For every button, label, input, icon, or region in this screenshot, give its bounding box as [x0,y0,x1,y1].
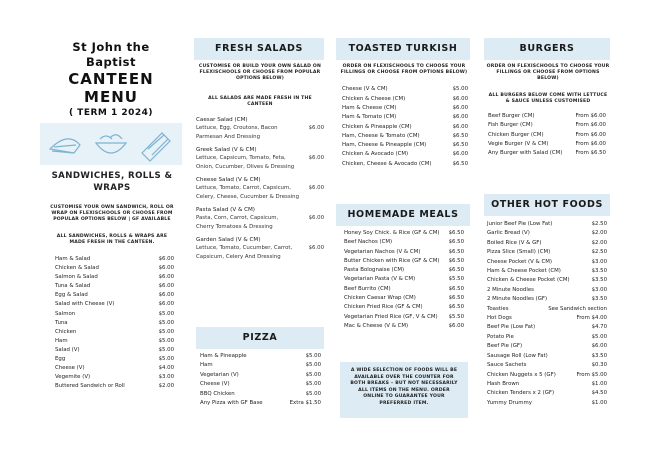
hot-food-item-price: $2.00 [591,239,607,246]
sandwich-heading: SANDWICHES, ROLLS & WRAPS [51,171,173,193]
pizza-item [200,352,321,361]
turkish-list [340,85,468,169]
sandwich-note: CUSTOMISE YOUR OWN SANDWICH, ROLL OR WRAP ON FLEXISCHOOLS OR CHOOSE FROM POPULAR OPTIONS BELOW | GF AVAILABLE [50,205,174,223]
turkish-item [342,132,468,141]
salad-item-desc2: Celery, Cheese, Cucumber & Dressing [196,194,300,201]
turkish-item-price: $6.00 [452,105,468,111]
salads-note: CUSTOMISE OR BUILD YOUR OWN SALAD ON FLEXISCHOOLS OR CHOOSE FROM POPULAR OPTIONS BELOW) [198,64,322,82]
hot-food-item-price: $3.00 [591,286,607,293]
pizza-item [200,399,321,408]
hot-food-item-price: From $4.00 [576,315,607,322]
hot-food-item-price: $1.00 [591,380,607,387]
homemade-list [344,229,464,331]
bowl-icon [96,135,126,153]
burger-item-name: Any Burger with Salad (CM) [488,150,563,157]
hot-food-item [487,380,607,389]
sandwich-item-price: $5.00 [158,310,174,317]
turkish-item-price: $6.00 [452,151,468,158]
salad-item-price: $6.00 [308,245,324,252]
hot-food-item-name: 2 Minute Noodles (GF) [487,296,548,303]
homemade-item-price: $5.50 [448,313,464,320]
homemade-item [344,238,464,247]
turkish-item-price: $6.50 [452,132,468,139]
salad-item-price: $6.00 [308,215,324,222]
salad-item [196,236,324,262]
sandwich-item [55,282,174,291]
homemade-item-name: Pasta Bolognaise (CM) [344,267,405,274]
homemade-item [344,313,464,322]
turkish-item-price: $6.50 [452,142,468,149]
hot-food-item-name: Boiled Rice (V & GF) [487,239,542,246]
hot-food-item-price: $2.50 [591,221,607,227]
hot-food-item [487,361,607,370]
turkish-item-price: $5.00 [452,86,468,93]
turkish-item-name: Chicken, Cheese & Avocado (CM) [342,160,432,167]
hot-food-item-price: $3.00 [591,258,607,265]
hot-food-item [487,399,607,408]
homemade-item [344,303,464,312]
homemade-item-name: Chicken Fried Rice (GF & CM) [344,304,423,311]
salads-section [196,64,324,266]
burger-item-name: Vegie Burger (V & CM) [488,140,549,147]
salad-item-title [196,176,324,184]
sandwich-item-price: $3.00 [158,374,174,381]
hot-food-item-name: Potato Pie [487,333,514,340]
salad-item-name: Garden Salad [196,237,234,244]
hot-food-item-price: $4.50 [591,390,607,397]
sandwich-item [55,364,174,373]
turkish-note: ORDER ON FLEXISCHOOLS TO CHOOSE YOUR FILLINGS OR CHOOSE FROM OPTIONS BELOW) [340,64,468,76]
homemade-item [344,275,464,284]
menu-title-line2: CANTEEN MENU [68,70,154,106]
homemade-heading: HOMEMADE MEALS [336,204,470,226]
hot-food-item-name: Beef Pie (Low Fat) [487,324,536,331]
sandwich-note-fresh: ALL SANDWICHES, ROLLS & WRAPS ARE MADE FRESH IN THE CANTEEN. [56,233,168,245]
hot-food-item-price: $5.00 [591,333,607,340]
sandwich-item [55,328,174,337]
burgers-note-lettuce: ALL BURGERS BELOW COME WITH LETTUCE & SAUCE UNLESS CUSTOMISED [488,92,608,104]
turkish-item-price: $6.00 [452,123,468,130]
turkish-heading: TOASTED TURKISH [336,38,470,60]
turkish-item-name: Ham & Cheese (CM) [342,105,397,111]
homemade-item-price: $6.50 [448,295,464,302]
salad-item-tag: (V & CM) [228,207,255,214]
pizza-item-price: $5.00 [305,381,321,388]
salad-item-desc-line1 [196,244,324,253]
salad-item-name: Cheese Salad [196,177,234,184]
hot-food-item-name: 2 Minute Noodles [487,286,534,293]
homemade-item-price: $6.50 [448,230,464,236]
hot-food-item-price: See Sandwich section [548,305,607,312]
turkish-item-name: Chicken & Cheese (CM) [342,95,406,102]
hot-food-item-price: $2.00 [591,230,607,237]
salad-item-desc-line1 [196,184,324,193]
wrap-icon [142,133,170,161]
salad-item-desc2: Cherry Tomatoes & Dressing [196,224,273,231]
turkish-item [342,160,468,169]
sandwich-item-price: $5.00 [158,328,174,335]
pizza-item-price: $5.00 [305,353,321,359]
hot-food-item-name: Pizza Slice (Small) (CM) [487,249,551,256]
salad-list [196,116,324,262]
sandwich-item-name: Ham & Salad [55,256,91,263]
homemade-item [344,257,464,266]
hot-food-item [487,333,607,342]
hot-food-item-name: Cheese Pocket (V & CM) [487,258,552,265]
homemade-item-name: Vegetarian Pasta (V & CM) [344,276,416,283]
turkish-item [342,150,468,159]
sandwich-item-name: Salad (V) [55,346,80,353]
salad-item-desc1: Pasta, Corn, Carrot, Capsicum, [196,215,279,222]
hot-food-item-name: Hash Brown [487,380,520,387]
burger-item [488,112,606,121]
turkish-item [342,113,468,122]
sandwich-item-name: Ham [55,337,68,344]
hot-food-item-name: Junior Beef Pie (Low Fat) [487,221,553,227]
hot-food-item-name: Hot Dogs [487,315,512,322]
sandwich-item [55,264,174,273]
salad-item-tag: (V & CM) [233,177,261,184]
hot-food-item-price: $1.00 [591,399,607,406]
sandwich-item-name: Vegemite (V) [55,374,91,381]
homemade-item-name: Vegetarian Fried Rice (GF, V & CM) [344,313,438,320]
salad-item [196,206,324,232]
burger-item-name: Beef Burger (CM) [488,113,535,120]
burger-item-price: From $6.00 [575,113,606,120]
sandwich-item [55,337,174,346]
burger-item [488,149,606,158]
burger-item-price: From $6.00 [575,131,606,138]
hot-food-item [487,229,607,238]
sandwich-item-name: Salad with Cheese (V) [55,301,115,308]
hot-food-item-name: Chicken Nuggets x 5 (GF) [487,371,556,378]
salad-item [196,176,324,202]
salad-item-price: $6.00 [308,155,324,162]
sandwich-list [42,255,182,391]
salad-item-title [196,236,324,244]
burger-item [488,131,606,140]
homemade-item [344,294,464,303]
hot-food-item-name: Beef Pie (GF) [487,343,523,350]
turkish-item-name: Ham & Tomato (CM) [342,114,397,121]
sandwich-item-price: $2.00 [158,383,174,390]
hot-food-item [487,371,607,380]
hot-food-item [487,352,607,361]
homemade-item-name: Beef Burrito (CM) [344,285,391,292]
sandwich-item-name: Chicken [55,328,77,335]
salad-item-desc2: Onion, Cucumber, Olives & Dressing [196,164,295,171]
homemade-item-price: $6.50 [448,304,464,311]
sandwich-item [55,319,174,328]
sandwich-item-price: $6.00 [158,265,174,272]
hot-foods-list [487,220,607,408]
pizza-item-name: BBQ Chicken [200,390,235,397]
salad-item-desc1: Lettuce, Egg, Croutons, Bacon [196,125,278,132]
hot-food-item [487,342,607,351]
salad-item-tag: (V & CM) [229,147,257,154]
turkish-item-price: $6.00 [452,114,468,121]
burgers-section [486,64,610,159]
pizza-item [200,361,321,370]
turkish-item-name: Ham, Cheese & Tomato (CM) [342,132,420,139]
homemade-item [344,248,464,257]
turkish-item [342,85,468,94]
burger-item [488,140,606,149]
sandwich-item-price: $6.00 [158,256,174,263]
salad-item-desc2: Parmesan And Dressing [196,134,260,141]
sandwich-item-price: $5.00 [158,319,174,326]
hot-food-item-price: $2.50 [591,249,607,256]
hot-food-item [487,323,607,332]
sandwich-item-name: Egg & Salad [55,292,88,299]
sandwich-item [55,355,174,364]
homemade-item-name: Chicken Caesar Wrap (CM) [344,295,416,302]
sandwich-item [55,273,174,282]
salad-item-desc-line1 [196,154,324,163]
salad-item [196,116,324,142]
pizza-item-price: $5.00 [305,362,321,369]
homemade-item-name: Mac & Cheese (V & CM) [344,322,409,329]
pizza-item-name: Ham & Pineapple [200,353,247,359]
pizza-item-name: Any Pizza with GF Base [200,400,263,407]
salad-item-title [196,116,324,124]
turkish-item-price: $6.50 [452,160,468,167]
sandwich-item [55,373,174,382]
homemade-item-name: Vegetarian Nachos (V & CM) [344,248,421,255]
hot-food-item-price: $0.30 [591,362,607,369]
sandwich-item-name: Tuna [55,319,68,326]
salad-item [196,146,324,172]
pizza-item-name: Cheese (V) [200,381,230,388]
sandwich-item [55,310,174,319]
salad-item-desc-line1 [196,124,324,133]
hot-foods-heading: OTHER HOT FOODS [484,194,610,216]
salad-item-price: $6.00 [308,125,324,132]
sandwich-item-name: Tuna & Salad [55,283,91,290]
sandwich-item-name: Buttered Sandwich or Roll [55,383,125,390]
sandwich-item [55,300,174,309]
hot-food-item-price: $3.50 [591,268,607,275]
hot-food-item-name: Sausage Roll (Low Fat) [487,352,548,359]
sandwich-section [42,170,182,391]
sandwich-icon [50,139,80,153]
menu-title-line1: St John the Baptist [72,40,150,69]
sandwich-item-price: $5.00 [158,356,174,363]
pizza-item [200,380,321,389]
burger-item-name: Chicken Burger (CM) [488,131,544,138]
sandwich-item-price: $6.00 [158,283,174,290]
pizza-list [200,352,321,408]
pizza-item-price: Extra $1.50 [289,400,321,407]
hot-food-item [487,239,607,248]
burger-item [488,121,606,130]
homemade-item [344,266,464,275]
hot-food-item-price: $3.50 [591,277,607,284]
salad-item-desc1: Lettuce, Tomato, Cucumber, Carrot, [196,245,293,252]
hot-food-item [487,267,607,276]
sandwich-item-price: $6.00 [158,292,174,299]
sandwich-item-price: $6.00 [158,274,174,281]
turkish-item-name: Chicken & Avocado (CM) [342,151,409,158]
turkish-item [342,123,468,132]
hot-food-item-price: $6.00 [591,343,607,350]
burger-item-name: Fish Burger (CM) [488,122,533,129]
sandwich-item-name: Salmon & Salad [55,274,98,281]
homemade-item-price: $6.50 [448,257,464,264]
hot-food-item-price: $3.50 [591,352,607,359]
homemade-item [344,322,464,331]
salad-item-desc1: Lettuce, Tomato, Carrot, Capsicum, [196,185,291,192]
homemade-item [344,229,464,238]
sandwich-item [55,291,174,300]
hot-food-item [487,276,607,285]
sandwich-item-name: Egg [55,356,66,363]
hot-food-item [487,220,607,229]
hot-food-item [487,286,607,295]
hot-food-item-name: Ham & Cheese Pocket (CM) [487,268,561,275]
hot-food-item-name: Yummy Drummy [487,399,532,406]
burger-list [486,112,610,158]
turkish-item-name: Chicken & Pineapple (CM) [342,123,412,130]
burger-item-price: From $6.00 [575,122,606,129]
homemade-item-price: $6.00 [448,322,464,329]
homemade-item-price: $5.50 [448,276,464,283]
pizza-item-price: $5.00 [305,390,321,397]
sandwich-item-name: Salmon [55,310,76,317]
salad-item-tag: (V & CM) [233,237,261,244]
homemade-item-name: Butter Chicken with Rice (GF & CM) [344,257,440,264]
salad-item-name: Greek Salad [196,147,230,154]
salads-heading: FRESH SALADS [194,38,324,60]
salads-note-fresh: ALL SALADS ARE MADE FRESH IN THE CANTEEN [208,95,312,107]
burgers-heading: BURGERS [484,38,610,60]
salad-item-desc-line1 [196,214,324,223]
salad-item-tag: (CM) [232,117,248,124]
homemade-item-price: $6.50 [448,267,464,274]
hot-food-item [487,305,607,314]
turkish-item [342,141,468,150]
turkish-section [340,64,468,169]
pizza-item-name: Vegetarian (V) [200,371,239,378]
burger-item-price: From $6.00 [575,140,606,147]
salad-item-desc2: Capsicum, Celery And Dressing [196,254,281,261]
pizza-item [200,390,321,399]
turkish-item [342,95,468,104]
salad-item-price: $6.00 [308,185,324,192]
hot-food-item-price: $4.70 [591,324,607,331]
homemade-item [344,285,464,294]
sandwich-item-price: $5.00 [158,346,174,353]
hot-food-item-price: From $5.00 [576,371,607,378]
hot-food-item [487,295,607,304]
hot-food-item-price: $3.50 [591,296,607,303]
sandwich-item-name: Cheese (V) [55,365,85,372]
counter-note: A WIDE SELECTION OF FOODS WILL BE AVAILABLE OVER THE COUNTER FOR BOTH BREAKS – BUT NOT NECESSARILY ALL ITEMS ON THE MENU. ORDER ONLINE TO GUARANTEE YOUR PREFERRED ITEM. [350,368,458,406]
turkish-item-price: $6.00 [452,95,468,102]
turkish-item-name: Cheese (V & CM) [342,86,388,93]
burgers-note: ORDER ON FLEXISCHOOLS TO CHOOSE YOUR FILLINGS OR CHOOSE FROM OPTIONS BELOW) [486,64,610,82]
salad-item-name: Caesar Salad [196,117,233,124]
hot-food-item [487,248,607,257]
hot-food-item-name: Chicken & Cheese Pocket (CM) [487,277,570,284]
sandwich-item [55,382,174,391]
hot-food-item [487,258,607,267]
hot-food-item [487,389,607,398]
homemade-item-price: $6.50 [448,248,464,255]
menu-term: ( TERM 1 2024) [68,108,154,118]
sandwich-item-price: $6.00 [158,301,174,308]
sandwich-item-price: $5.00 [158,337,174,344]
pizza-item-name: Ham [200,362,213,369]
hot-food-item-name: Chicken Tenders x 2 (GF) [487,390,555,397]
homemade-item-price: $6.50 [448,239,464,246]
pizza-item [200,371,321,380]
salad-item-name: Pasta Salad [196,207,229,214]
pizza-item-price: $5.00 [305,371,321,378]
salad-item-title [196,146,324,154]
homemade-item-name: Beef Nachos (CM) [344,239,393,246]
burger-item-price: From $6.50 [575,150,606,157]
sandwich-item-name: Chicken & Salad [55,265,99,272]
column-sandwiches [46,40,176,120]
turkish-item [342,104,468,113]
salad-item-title [196,206,324,214]
sandwich-item [55,255,174,264]
food-icon-band [40,123,182,165]
hot-food-item-name: Toasties [487,305,509,312]
hot-food-item [487,314,607,323]
pizza-heading: PIZZA [196,327,324,349]
hot-food-item-name: Sauce Sachets [487,362,527,369]
salad-item-desc1: Lettuce, Capsicum, Tomato, Feta, [196,155,286,162]
sandwich-item [55,346,174,355]
hot-food-item-name: Garlic Bread (V) [487,230,530,237]
counter-note-box [340,362,468,418]
food-icons [40,123,182,165]
homemade-item-price: $6.50 [448,285,464,292]
homemade-item-name: Honey Soy Chick. & Rice (GF & CM) [344,230,440,236]
sandwich-item-price: $4.00 [158,365,174,372]
turkish-item-name: Ham, Cheese & Pineapple (CM) [342,142,427,149]
